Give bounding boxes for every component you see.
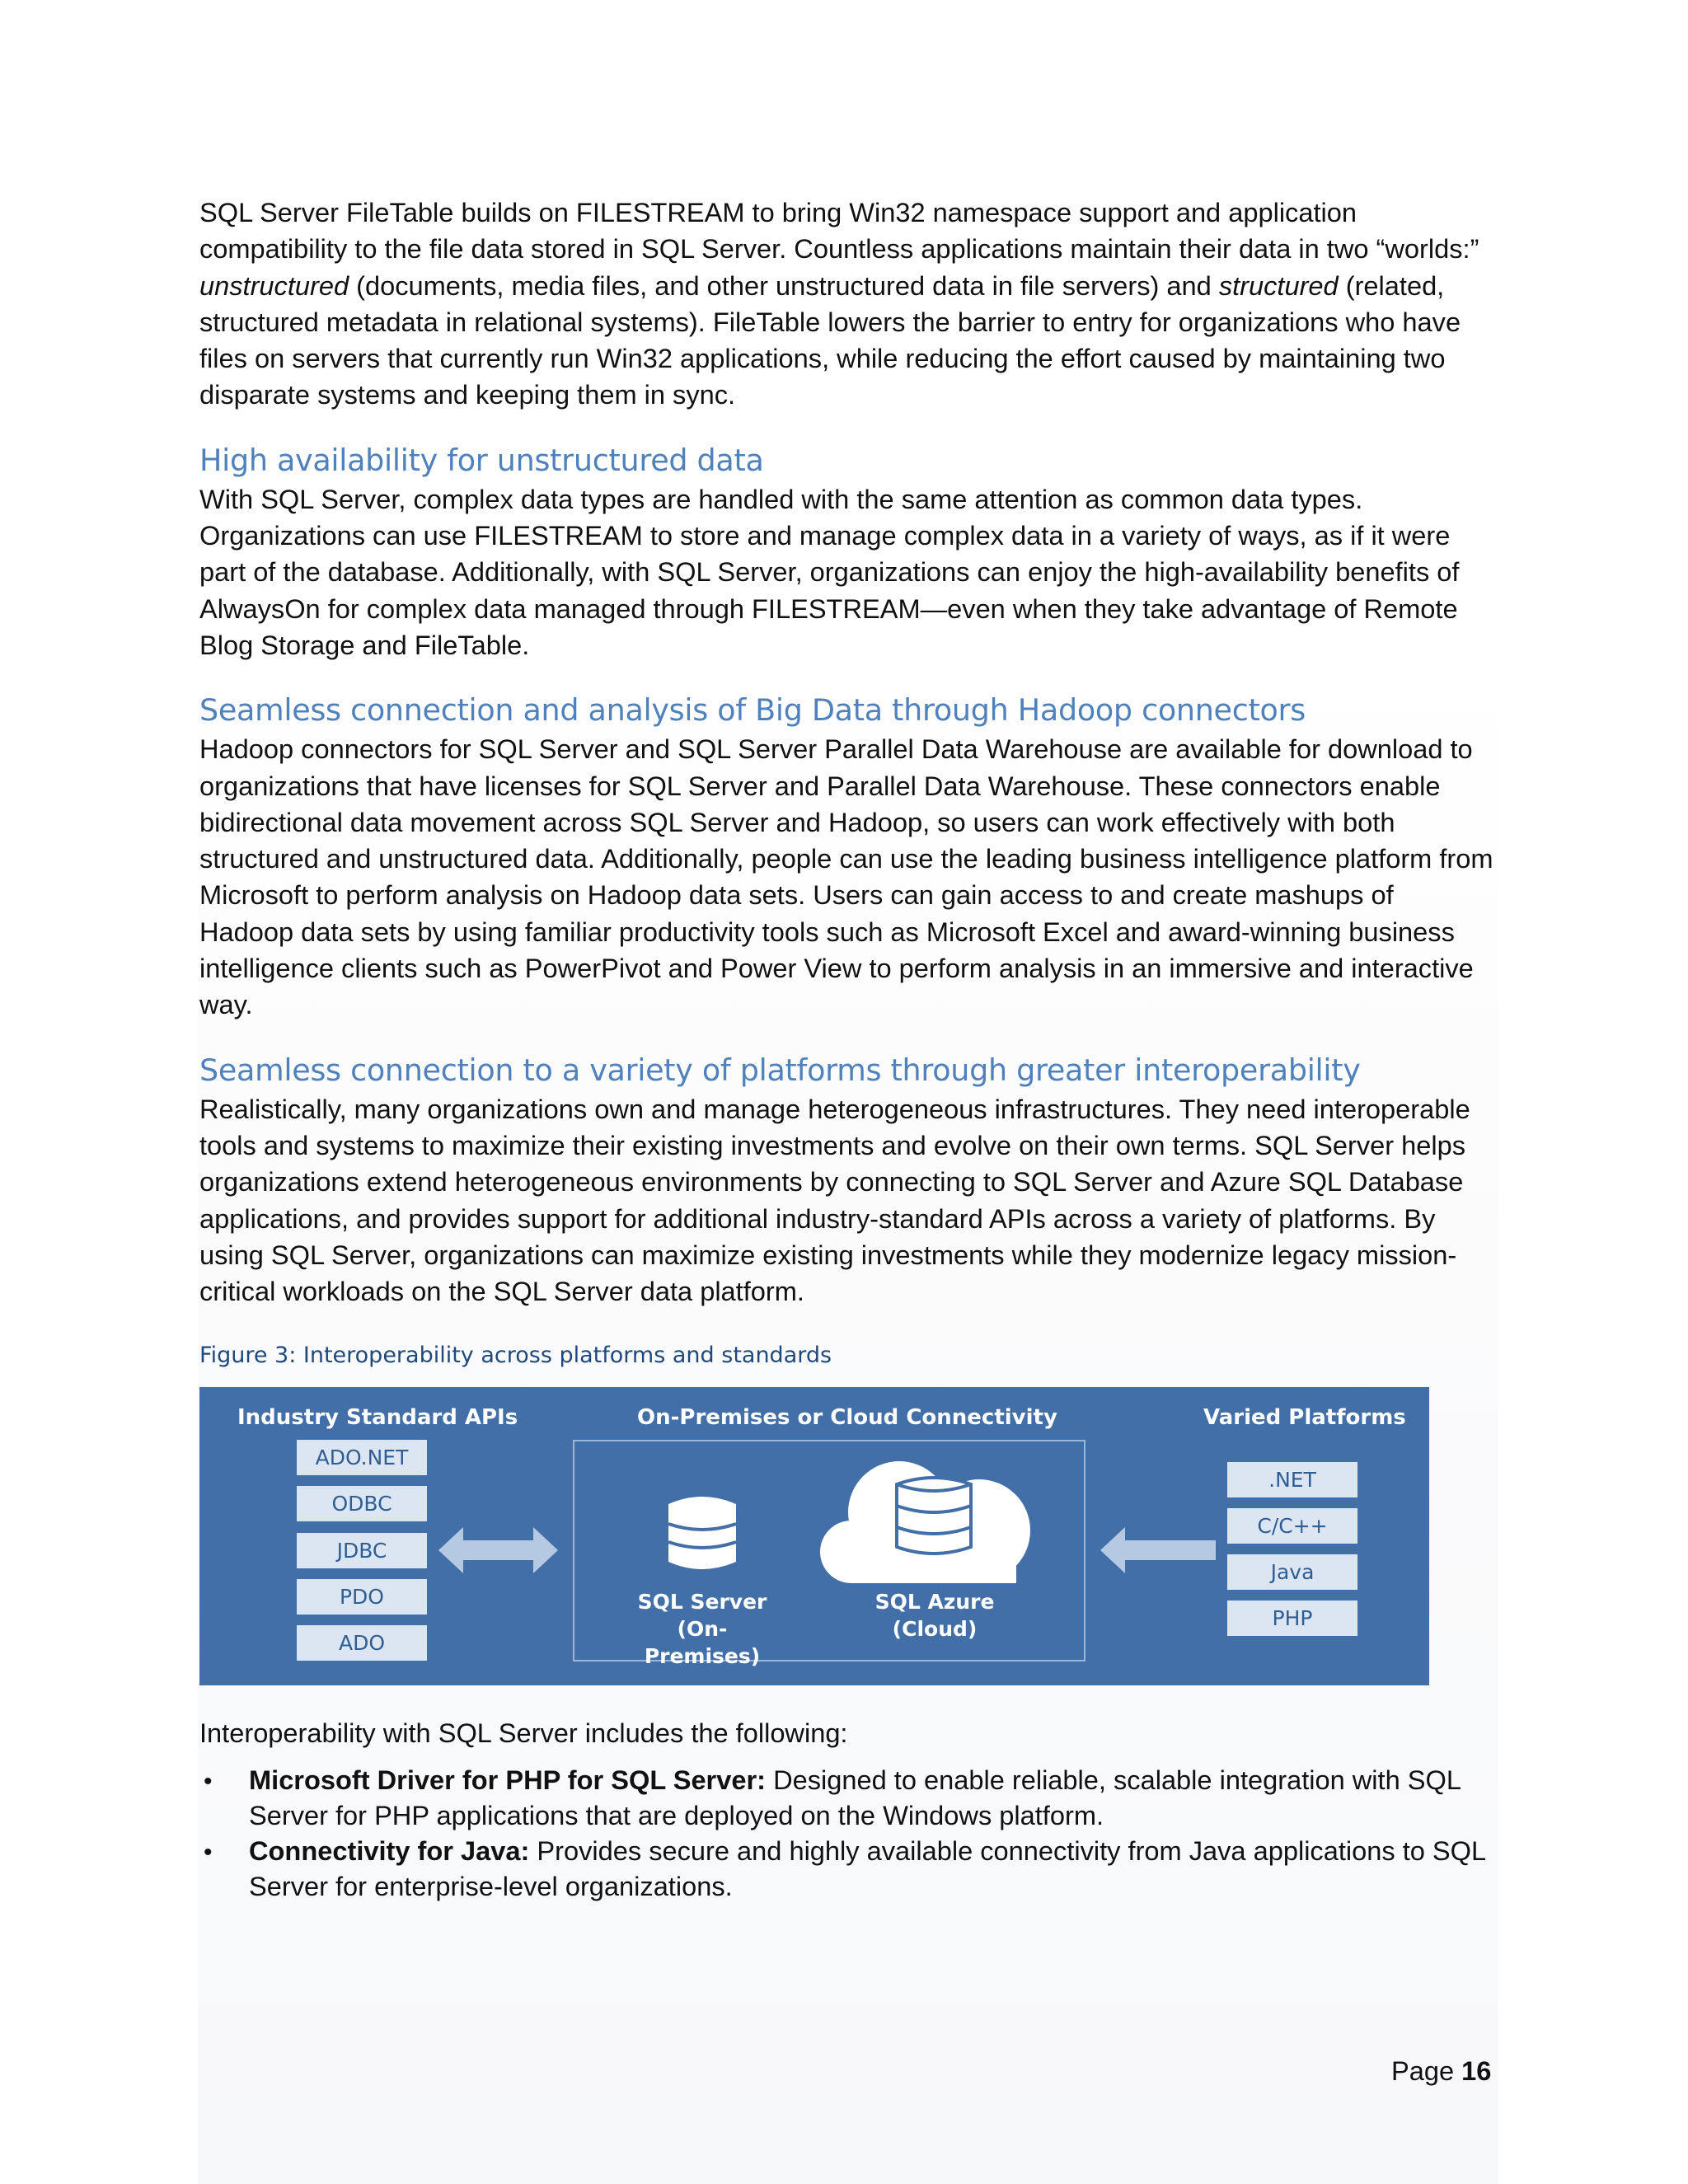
bidirectional-arrow-icon	[438, 1526, 558, 1575]
figure-right-title: Varied Platforms	[1203, 1405, 1406, 1431]
figure-center-title: On-Premises or Cloud Connectivity	[637, 1405, 1057, 1431]
interop-intro: Interoperability with SQL Server includes the following:	[199, 1718, 848, 1749]
api-chip: PDO	[297, 1579, 427, 1615]
section-body-hadoop: Hadoop connectors for SQL Server and SQL Server Parallel Data Warehouse are available for download to organizations that have licenses for SQL Server and Parallel Data Warehouse. These connectors enable bidirectional data movement across SQL Server and Hadoop, so users can work effectively with both structured and unstructured data. Additionally, people can use the leading business intelligence platform from Microsoft to perform analysis on Hadoop data sets. Users can gain access to and create mashups of Hadoop data sets by using familiar productivity tools such as Microsoft Excel and award-winning business intelligence clients such as PowerPivot and Power View to perform analysis in an immersive and interactive way.	[199, 733, 1493, 1020]
left-arrow-icon	[1100, 1526, 1216, 1575]
section-body-interoperability: Realistically, many organizations own and manage heterogeneous infrastructures. They need interoperable tools and systems to maximize their existing investments and evolve on their own terms. SQL Server helps organizations extend heterogeneous environments by connecting to SQL Server and Azure SQL Database applications, and provides support for additional industry-standard APIs across a variety of platforms. By using SQL Server, organizations can maximize existing investments while they modernize legacy mission-critical workloads on the SQL Server data platform.	[199, 1093, 1470, 1307]
platform-chip: C/C++	[1227, 1508, 1357, 1544]
figure-caption: Figure 3: Interoperability across platforms and standards	[199, 1343, 832, 1369]
sql-server-label: SQL Server (On-Premises)	[637, 1590, 767, 1669]
page-number: Page 16	[1391, 2055, 1492, 2086]
page-content	[199, 194, 1493, 1904]
figure-left-title: Industry Standard APIs	[237, 1405, 518, 1431]
section-body-high-availability: With SQL Server, complex data types are handled with the same attention as common data types. Organizations can use FILESTREAM to store and manage complex data in a variety of ways, as if it were part of the database. Additionally, with SQL Server, organizations can enjoy the high-availability benefits of AlwaysOn for complex data managed through FILESTREAM—even when they take advantage of Remote Blog Storage and FileTable.	[199, 483, 1460, 660]
bullet-icon: •	[204, 1767, 213, 1795]
bullet-icon: •	[204, 1838, 213, 1866]
section-heading-hadoop: Seamless connection and analysis of Big Data through Hadoop connectors	[199, 692, 1306, 729]
list-item: • Microsoft Driver for PHP for SQL Server: Designed to enable reliable, scalable integration with SQL Server for PHP applications that are deployed on the Windows platform.	[204, 1764, 1461, 1830]
platform-chip: .NET	[1227, 1462, 1357, 1497]
section-heading-interoperability: Seamless connection to a variety of platforms through greater interoperability	[199, 1052, 1361, 1088]
platform-chip: PHP	[1227, 1601, 1357, 1636]
cloud-icon	[818, 1455, 1041, 1586]
connectivity-box	[573, 1440, 1085, 1669]
api-chip: JDBC	[297, 1533, 427, 1568]
intro-paragraph: SQL Server FileTable builds on FILESTREAM to bring Win32 namespace support and application compatibility to the file data stored in SQL Server. Countless applications maintain their data in two “worlds:” unstructured (documents, media files, and other unstructured data in file servers) and structured (related, structured metadata in relational systems). FileTable lowers the barrier to entry for organizations who have files on servers that currently run Win32 applications, while reducing the effort caused by maintaining two disparate systems and keeping them in sync.	[199, 197, 1479, 410]
list-item: • Connectivity for Java: Provides secure and highly available connectivity from Java applications to SQL Server for enterprise-level organizations.	[204, 1835, 1485, 1901]
api-chip: ODBC	[297, 1486, 427, 1521]
interop-list	[199, 1762, 1493, 1904]
sql-azure-label: SQL Azure (Cloud)	[874, 1590, 995, 1642]
section-heading-high-availability: High availability for unstructured data	[199, 442, 764, 478]
interoperability-figure	[199, 1387, 1429, 1685]
platform-chip: Java	[1227, 1554, 1357, 1590]
sql-server-database-icon	[665, 1493, 739, 1573]
api-chip: ADO	[297, 1625, 427, 1661]
api-chip: ADO.NET	[297, 1440, 427, 1475]
